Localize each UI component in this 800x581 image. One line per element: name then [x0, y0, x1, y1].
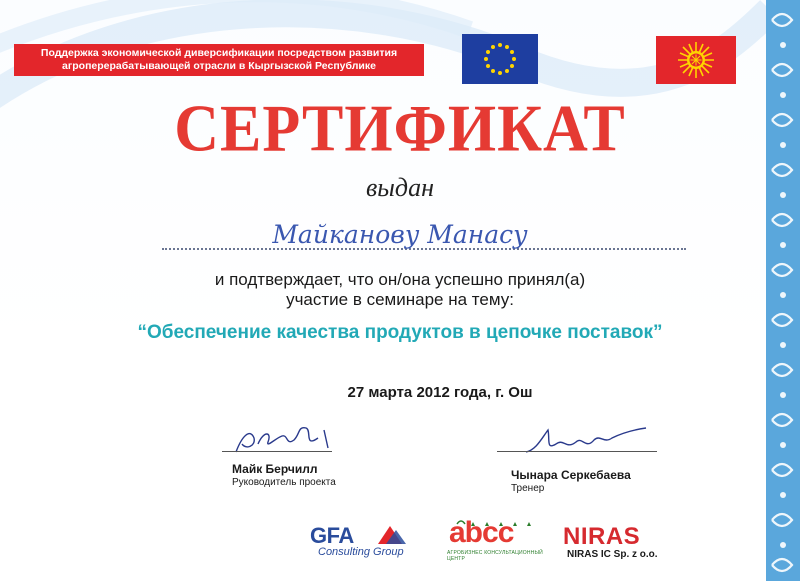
- seminar-date: 27 марта 2012 года, г. Ош: [347, 384, 533, 401]
- statement: [0, 270, 800, 310]
- signature-line-1: [222, 451, 332, 452]
- statement-line-2: участие в семинаре на тему:: [286, 290, 514, 309]
- seminar-topic: “Обеспечение качества продуктов в цепочке поставок”: [137, 322, 663, 343]
- gfa-logo-name: GFA: [310, 523, 354, 548]
- eu-flag: [462, 34, 538, 84]
- kyrgyz-sun-icon: [656, 36, 736, 84]
- abcc-logo-sub: АГРОБИЗНЕС КОНСУЛЬТАЦИОННЫЙ ЦЕНТР: [447, 550, 543, 562]
- signature-1-icon: [228, 418, 338, 462]
- signature-2-icon: [520, 420, 650, 460]
- program-banner: [14, 44, 424, 76]
- recipient-name: Майканову Манасу: [272, 220, 528, 249]
- signature-line-2: [497, 451, 657, 452]
- program-line-2: агроперерабатывающей отрасли в Кыргызской Республике: [62, 60, 376, 72]
- issued-label: выдан: [366, 173, 434, 202]
- signer-2-name: Чынара Серкебаева: [511, 468, 631, 482]
- gfa-logo-sub: Consulting Group: [318, 546, 404, 558]
- niras-logo-name: NIRAS: [563, 523, 641, 550]
- signer-1-role: Руководитель проекта: [232, 477, 336, 488]
- eu-stars-icon: [462, 34, 538, 84]
- kyrgyzstan-flag: [656, 36, 736, 84]
- program-line-1: Поддержка экономической диверсификации посредством развития: [40, 47, 398, 59]
- signer-1-name: Майк Берчилл: [232, 462, 318, 476]
- signer-2-role: Тренер: [511, 483, 545, 494]
- abcc-logo-name: abcc: [449, 516, 514, 549]
- certificate-title: СЕРТИФИКАТ: [174, 92, 626, 166]
- statement-line-1: и подтверждает, что он/она успешно принял(а): [214, 270, 586, 289]
- niras-logo-sub: NIRAS IC Sp. z o.o.: [567, 549, 658, 560]
